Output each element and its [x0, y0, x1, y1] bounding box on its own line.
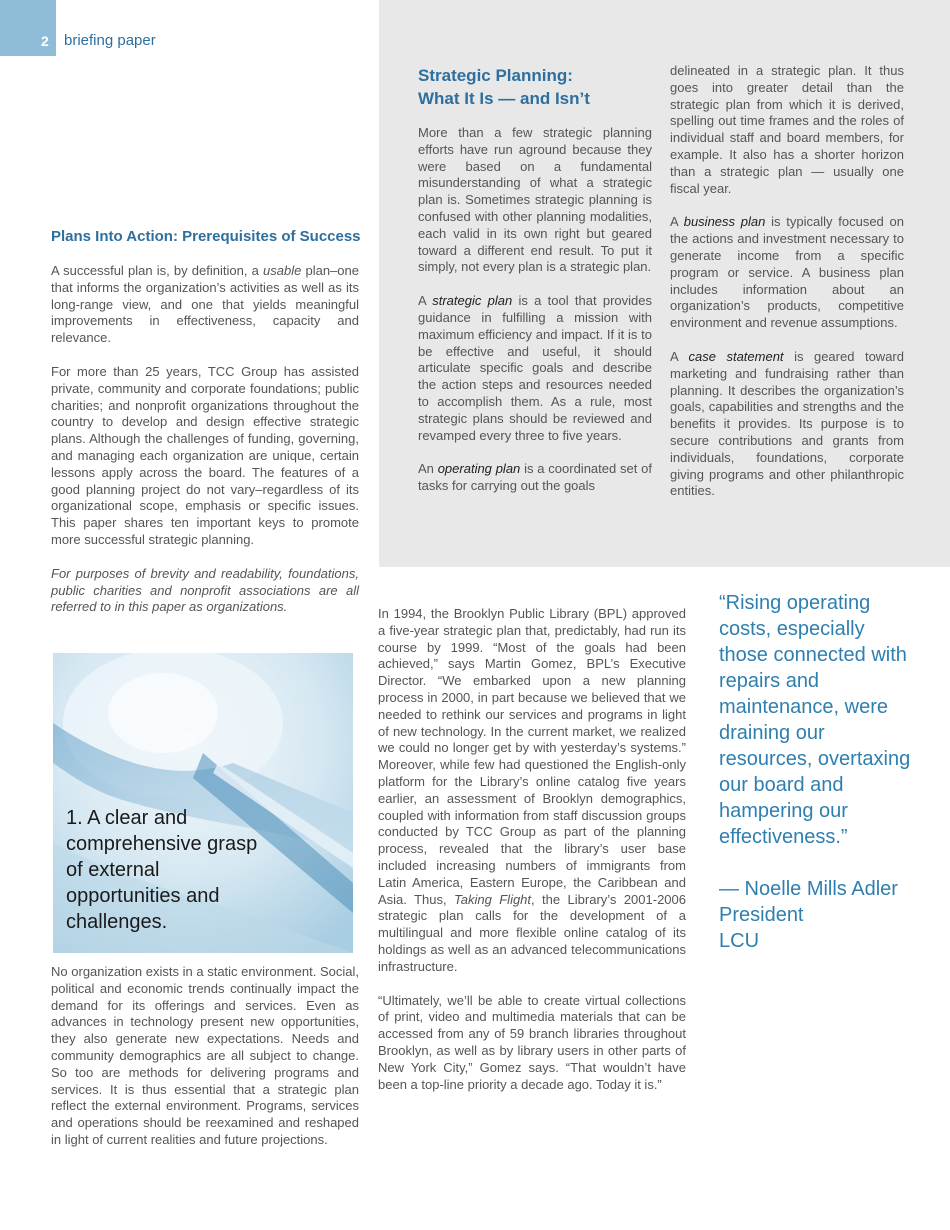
photo-caption: 1. A clear and comprehensive grasp of external opportunities and challenges. — [66, 807, 258, 933]
running-title: briefing paper — [64, 32, 156, 49]
term-strategic-plan: strategic plan — [432, 293, 513, 309]
text-run: plan–one that informs the organization’s activities as well as its long-range view, and one that yields meaningful improvements in effectiveness, capacity and relevance. — [51, 263, 359, 346]
quote-attribution-name: — Noelle Mills Adler — [719, 878, 898, 900]
text-run: A successful plan is, by definition, a — [51, 263, 263, 278]
text-run-part1: is a coordinated set of tasks for carrying out the goals — [418, 461, 653, 494]
sidebar-paragraph-operating-plan-continued: delineated in a strategic plan. It thus goes into greater detail than the strategic plan from which it is derived, spelling out time frames and the roles of individual staff and board members, for example. It also has a shorter horizon than a strategic plan — usually one fiscal year. — [670, 63, 904, 196]
tcc-paragraph: For more than 25 years, TCC Group has assisted private, community and corporate foundations; public charities; and nonprofit organizations throughout the country to develop and design effective strategic plans. Although the challenges of funding, governing, and managing each organization are unique, certain lessons apply across the board. The features of a good planning project do not vary–regardless of its organizational scope, emphasis or specific issues. This paper shares ten important keys to promote more successful strategic planning. — [51, 363, 359, 547]
main-column-bottom — [51, 964, 359, 1166]
text-run: is geared toward marketing and fundraising rather than planning. It describes the organization’s goals, capabilities and strengths and the benefits it provides. Its purpose is to secure contributions and grants from individuals, foundations, corporate giving programs and other philanthropic entities. — [670, 348, 904, 499]
gomez-quote-paragraph: “Ultimately, we’ll be able to create virtual collections of print, video and multimedia materials that can be accessed from any of 59 branch libraries throughout Brooklyn, as well as by library users in other parts of New York City,” Gomez says. “That wouldn’t have been a top-line priority a decade ago. Today it is.” — [378, 992, 686, 1092]
key-photo — [53, 653, 353, 953]
text-run: In 1994, the Brooklyn Public Library (BPL) approved a five-year strategic plan that, predictably, had run its course by 1999. “Most of the goals had been achieved,” says Martin Gomez, BPL’s Executive Director. “We embarked upon a new planning process in 2000, in part because we believed that we needed to rethink our services and programs in light of new technology. In the current market, we realized we could no longer get by with yesterday’s systems.” Moreover, while few had questioned the English-only platform for the Library’s online catalog five years earlier, an assessment of Brooklyn demographics, coupled with information from staff discussion groups conducted by TCC Group as part of the planning process, revealed that the library’s user base included increasing numbers of immigrants from Latin America, Eastern Europe, the Caribbean and Asia. Thus, — [378, 606, 686, 907]
quote-attribution-org: LCU — [719, 930, 760, 952]
pull-quote-text: “Rising operating costs, especially those connected with repairs and maintenance, were draining our resources, overtaxing our board and hampering our effectiveness.” — [719, 592, 911, 848]
sidebar-paragraph-strategic-plan — [418, 293, 652, 444]
intro-paragraph — [51, 263, 359, 347]
sidebar-column-2 — [670, 63, 904, 517]
case-study-column — [378, 606, 686, 1110]
section-heading: Plans Into Action: Prerequisites of Success — [51, 228, 361, 245]
environment-paragraph: No organization exists in a static environment. Social, political and economic trends continually impact the demand for its offerings and services. Even as advances in technology present new opportunities, they also generate new expectations. Needs and community demographics are all subject to change. So too are methods for delivering programs and services. It is thus essential that a strategic plan reflect the external environment. Programs, services and operations should be reexamined and reshaped in light of current realities and future projections. — [51, 964, 359, 1147]
term-business-plan: business plan — [683, 214, 766, 230]
main-column-top — [51, 263, 359, 633]
emphasis-taking-flight: Taking Flight — [454, 891, 532, 907]
sidebar-paragraph-operating-plan — [418, 461, 652, 495]
quote-attribution-title: President — [719, 904, 804, 926]
sidebar-heading — [418, 64, 658, 110]
sidebar-heading-line2: What It Is — and Isn’t — [418, 89, 590, 108]
brooklyn-library-paragraph — [378, 606, 686, 976]
sidebar-heading-line1: Strategic Planning: — [418, 66, 573, 85]
term-case-statement: case statement — [688, 348, 784, 364]
text-run: A — [418, 293, 433, 309]
brevity-note: For purposes of brevity and readability, foundations, public charities and nonprofit associations are all referred to in this paper as organizations. — [51, 565, 359, 615]
sidebar-paragraph-business-plan — [670, 214, 904, 332]
text-run: A — [670, 214, 684, 230]
text-run: is typically focused on the actions and investment necessary to generate income from a specific program or service. A business plan includes information about an organization’s products, competitive environment and revenue assumptions. — [670, 214, 904, 331]
sidebar-paragraph-case-statement — [670, 349, 904, 500]
text-run: , the Library’s 2001-2006 strategic plan calls for the development of a multilingual and more flexible online catalog of its holdings as well as an advanced telecommunications infrastructure. — [378, 891, 686, 974]
term-operating-plan: operating plan — [437, 461, 521, 477]
emphasis-usable: usable — [263, 263, 302, 278]
sidebar-paragraph: More than a few strategic planning efforts have run aground because they were based on a fundamental misunderstanding of what a strategic plan is. Sometimes strategic planning is confused with other planning modalities, each valid in its own right but geared toward a different end result. To put it simply, not every plan is a strategic plan. — [418, 125, 652, 275]
text-run: A — [670, 348, 689, 364]
pull-quote — [719, 590, 919, 954]
text-run: is a tool that provides guidance in fulfilling a mission with maximum efficiency and impact. If it is to be effective and useful, it should articulate specific goals and describe the action steps and resources needed to accomplish them. As a rule, most strategic plans should be reviewed and revamped every three to five years. — [418, 293, 652, 443]
sidebar-column-1 — [418, 125, 652, 495]
text-run: An — [418, 461, 438, 477]
page-number: 2 — [41, 33, 49, 49]
